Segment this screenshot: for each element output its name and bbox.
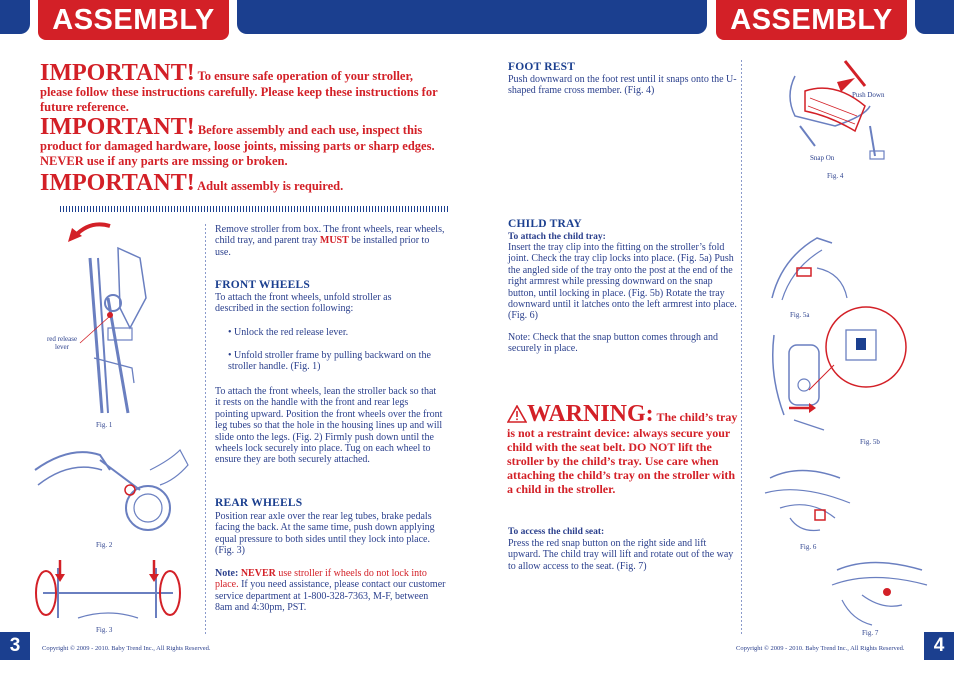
bullet-unfold: • Unfold stroller frame by pulling backward on the stroller handle. (Fig. 1) (228, 350, 431, 373)
front-wheels-heading: FRONT WHEELS (215, 279, 310, 291)
important-notice-3: IMPORTANT! Adult assembly is required. (40, 170, 344, 196)
access-seat-text: Press the red snap button on the right side and lift upward. The child tray will lift and rotate out of the way to allow access to the seat. (Fig. 7) (508, 538, 734, 572)
section-divider (60, 206, 450, 212)
fig7-label: Fig. 7 (862, 629, 879, 637)
fig2-front-wheel-illustration (30, 440, 190, 550)
copyright-left: Copyright © 2009 - 2010. Baby Trend Inc., All Rights Reserved. (42, 645, 211, 652)
fig2-label: Fig. 2 (96, 541, 113, 549)
fig5b-snap-button-illustration (764, 305, 914, 445)
important-notice-2: IMPORTANT! Before assembly and each use, inspect this product for damaged hardware, loose joints, missing parts or sharp edges. NEVER use if any parts are mssing or broken. (40, 114, 435, 168)
foot-rest-heading: FOOT REST (508, 61, 576, 73)
child-tray-heading: CHILD TRAY (508, 218, 582, 230)
column-separator-right (741, 60, 742, 634)
page-number-right: 4 (924, 632, 954, 660)
front-wheels-instructions: To attach the front wheels, lean the stroller back so that it rests on the handle with the front and rear legs pointing upward. Position the front wheels over the front leg tubes so that the hole in the housing lines up and will slide onto the legs. (Fig. 2) Firmly push down until the wheels lock securely into place. Tug on each wheel to ensure they are both securely attached. (215, 386, 443, 466)
header-bar-left (0, 0, 30, 34)
page-title-left: ASSEMBLY (38, 0, 229, 40)
header-bar-right (915, 0, 954, 34)
fig4-foot-rest-illustration (775, 56, 895, 166)
page-title-right: ASSEMBLY (716, 0, 907, 40)
fig3-label: Fig. 3 (96, 626, 113, 634)
fig4-label: Fig. 4 (827, 172, 844, 180)
fig4-push-down-callout: Push Down (852, 91, 885, 99)
foot-rest-text: Push downward on the foot rest until it snaps onto the U-shaped frame cross member. (Fig. 4) (508, 74, 737, 97)
rear-wheels-heading: REAR WHEELS (215, 497, 303, 509)
rear-wheels-text: Position rear axle over the rear leg tubes, brake pedals facing the back. At the same time, push down applying equal pressure to both sides until they lock into place. (Fig. 3) (215, 511, 435, 557)
warning-icon (507, 405, 527, 426)
fig4-snap-on-callout: Snap On (810, 154, 835, 162)
copyright-right: Copyright © 2009 - 2010. Baby Trend Inc., All Rights Reserved. (736, 645, 905, 652)
fig3-rear-wheels-illustration (28, 558, 188, 628)
front-wheels-text: To attach the front wheels, unfold stroller as described in the section following: (215, 292, 392, 315)
fig6-tray-rotate-illustration (760, 458, 860, 538)
warning-block: WARNING: The child’s tray is not a restraint device: always secure your child with the seat belt. DO NOT lift the stroller by the child’s tray. Use care when attaching the child’s tray on the stroller with a child in the stroller. (507, 401, 738, 496)
fig6-label: Fig. 6 (800, 543, 817, 551)
column-separator-left (205, 224, 206, 634)
header-bar-middle (237, 0, 707, 34)
fig1-callout-release-lever: red release lever (46, 335, 78, 351)
attach-tray-text: Insert the tray clip into the fitting on the stroller’s fold joint. Check the tray clip locks into place. (Fig. 5a) Push the angled side of the tray onto the post at the end of the right armrest while pressing downward on the snap button, until locking in place. (Fig. 5b) Rotate the tray downward until it latches onto the left armrest into place. (Fig. 6) (508, 242, 737, 322)
fig1-label: Fig. 1 (96, 421, 113, 429)
important-notice-1: IMPORTANT! To ensure safe operation of your stroller, please follow these instructions carefully. Please keep these instructions for future reference. (40, 60, 438, 114)
intro-text: Remove stroller from box. The front wheels, rear wheels, child tray, and parent tray MUST be installed prior to use. (215, 224, 445, 258)
fig1-stroller-unfold-illustration (50, 218, 180, 418)
attach-tray-subheading: To attach the child tray: (508, 232, 606, 242)
fig7-child-seat-access-illustration (822, 550, 932, 630)
fig5a-tray-clip-illustration (762, 228, 852, 308)
access-seat-subheading: To access the child seat: (508, 527, 605, 537)
snap-button-note: Note: Check that the snap button comes through and securely in place. (508, 332, 718, 355)
note-text: Note: NEVER use stroller if wheels do not lock into place. If you need assistance, please contact our customer service department at 1-800-328-7363, M-F, between 8am and 4:30pm, PST. (215, 568, 446, 614)
fig5a-label: Fig. 5a (790, 311, 810, 319)
page-number-left: 3 (0, 632, 30, 660)
bullet-unlock: • Unlock the red release lever. (228, 327, 349, 338)
fig5b-label: Fig. 5b (860, 438, 880, 446)
